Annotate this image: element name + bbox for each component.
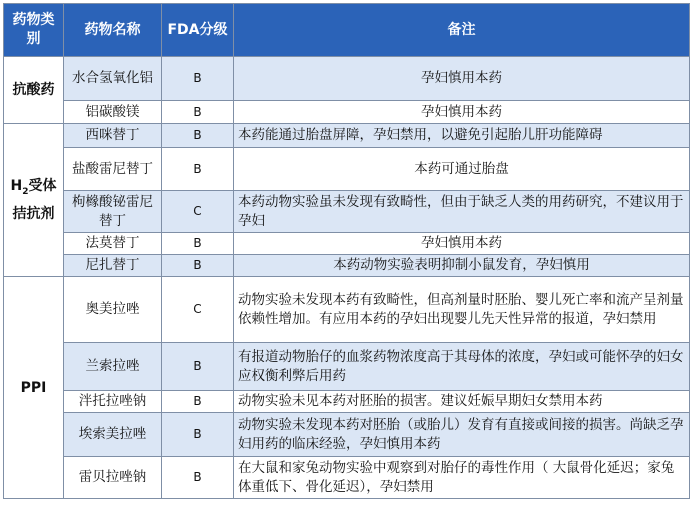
drug-name: 法莫替丁 <box>64 233 162 255</box>
fda-grade: C <box>162 191 234 233</box>
header-drug-name: 药物名称 <box>64 4 162 57</box>
category-h2-prefix: H <box>10 178 23 195</box>
category-ppi: PPI <box>4 277 64 499</box>
header-category: 药物类别 <box>4 4 64 57</box>
drug-note: 孕妇慎用本药 <box>234 101 690 124</box>
drug-note: 孕妇慎用本药 <box>234 233 690 255</box>
drug-note: 孕妇慎用本药 <box>234 57 690 101</box>
drug-name: 奥美拉唑 <box>64 277 162 343</box>
table-row <box>4 101 690 124</box>
fda-grade: B <box>162 343 234 391</box>
drug-name: 西咪替丁 <box>64 124 162 148</box>
fda-grade: B <box>162 124 234 148</box>
drug-note: 有报道动物胎仔的血浆药物浓度高于其母体的浓度，孕妇或可能怀孕的妇女应权衡利弊后用药 <box>234 343 690 391</box>
drug-note: 动物实验未发现本药有致畸性，但高剂量时胚胎、婴儿死亡率和流产呈剂量依赖性增加。有应用本药的孕妇出现婴儿先天性异常的报道，孕妇禁用 <box>234 277 690 343</box>
category-antacid: 抗酸药 <box>4 57 64 124</box>
drug-name: 枸橼酸铋雷尼替丁 <box>64 191 162 233</box>
drug-name: 泮托拉唑钠 <box>64 391 162 413</box>
category-h2-suffix: 受体拮抗剂 <box>12 178 57 222</box>
table-row <box>4 343 690 391</box>
drug-note: 本药动物实验虽未发现有致畸性，但由于缺乏人类的用药研究，不建议用于孕妇 <box>234 191 690 233</box>
header-note: 备注 <box>234 4 690 57</box>
category-h2-sub: 2 <box>22 186 29 197</box>
drug-note: 本药能通过胎盘屏障，孕妇禁用，以避免引起胎儿肝功能障碍 <box>234 124 690 148</box>
fda-grade: B <box>162 413 234 457</box>
table-row <box>4 191 690 233</box>
drug-note: 在大鼠和家兔动物实验中观察到对胎仔的毒性作用（ 大鼠骨化延迟；家兔体重低下、骨化延迟），孕妇禁用 <box>234 457 690 499</box>
fda-grade: B <box>162 101 234 124</box>
fda-grade: B <box>162 457 234 499</box>
category-h2-blocker <box>4 124 64 277</box>
drug-note: 动物实验未见本药对胚胎的损害。建议妊娠早期妇女禁用本药 <box>234 391 690 413</box>
table-row <box>4 277 690 343</box>
table-row <box>4 148 690 191</box>
drug-note: 本药可通过胎盘 <box>234 148 690 191</box>
fda-grade: B <box>162 148 234 191</box>
drug-name: 兰索拉唑 <box>64 343 162 391</box>
table-row <box>4 57 690 101</box>
drug-note: 动物实验未发现本药对胚胎（或胎儿）发育有直接或间接的损害。尚缺乏孕妇用药的临床经验，孕妇慎用本药 <box>234 413 690 457</box>
table-row <box>4 255 690 277</box>
drug-note: 本药动物实验表明抑制小鼠发育，孕妇慎用 <box>234 255 690 277</box>
header-fda: FDA分级 <box>162 4 234 57</box>
fda-grade: B <box>162 391 234 413</box>
drug-table <box>3 3 690 499</box>
table-row <box>4 457 690 499</box>
table-row <box>4 391 690 413</box>
table-row <box>4 124 690 148</box>
table-row <box>4 233 690 255</box>
drug-name: 雷贝拉唑钠 <box>64 457 162 499</box>
drug-name: 水合氢氧化铝 <box>64 57 162 101</box>
fda-grade: B <box>162 233 234 255</box>
drug-name: 尼扎替丁 <box>64 255 162 277</box>
drug-name: 盐酸雷尼替丁 <box>64 148 162 191</box>
fda-grade: B <box>162 255 234 277</box>
fda-grade: B <box>162 57 234 101</box>
drug-name: 铝碳酸镁 <box>64 101 162 124</box>
table-row <box>4 413 690 457</box>
table-header-row <box>4 4 690 57</box>
drug-name: 埃索美拉唑 <box>64 413 162 457</box>
fda-grade: C <box>162 277 234 343</box>
